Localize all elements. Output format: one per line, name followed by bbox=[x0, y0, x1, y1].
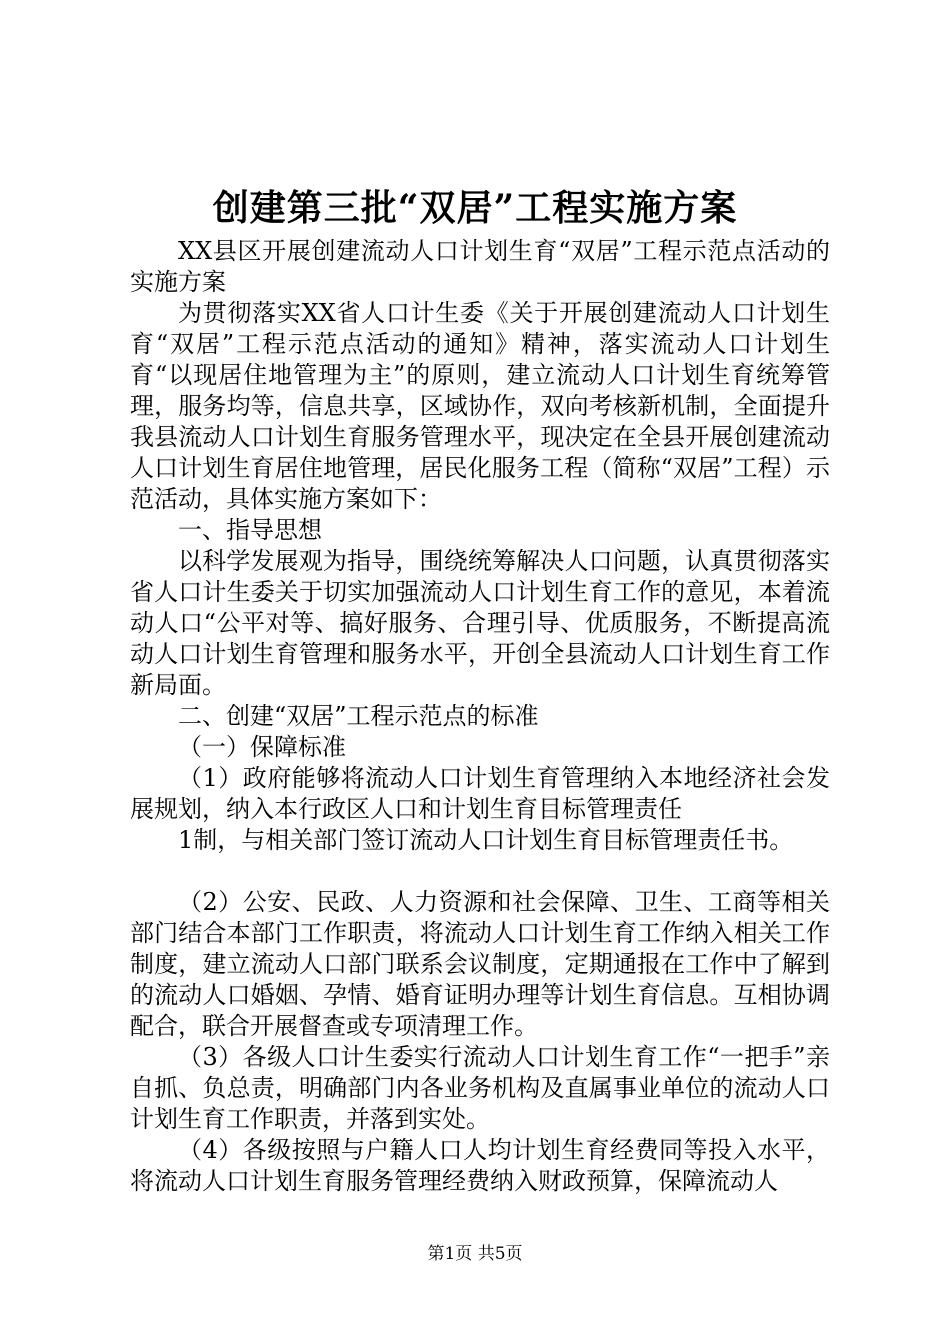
paragraph-subtitle: XX县区开展创建流动人口计划生育“双居”工程示范点活动的实施方案 bbox=[130, 237, 830, 296]
paragraph-item-1-continued: 1制，与相关部门签订流动人口计划生育目标管理责任书。 bbox=[178, 826, 794, 854]
paragraph-item-4: （4）各级按照与户籍人口人均计划生育经费同等投入水平，将流动人口计划生育服务管理经费纳入财政预算，保障流动人 bbox=[130, 1136, 830, 1195]
document-title: 创建第三批“双居”工程实施方案 bbox=[212, 187, 738, 229]
document-body bbox=[130, 236, 830, 1197]
heading-guarantee-standards: （一）保障标准 bbox=[178, 733, 346, 761]
page-indicator: 第1页 共5页 bbox=[427, 1244, 523, 1264]
heading-standards: 二、创建“双居”工程示范点的标准 bbox=[178, 702, 539, 730]
paragraph-guiding-ideology: 以科学发展观为指导，围绕统筹解决人口问题，认真贯彻落实省人口计生委关于切实加强流动人口计划生育工作的意见，本着流动人口“公平对等、搞好服务、合理引导、优质服务，不断提高流动人口计划生育管理和服务水平，开创全县流动人口计划生育工作新局面。 bbox=[130, 547, 830, 699]
paragraph-intro: 为贯彻落实XX省人口计生委《关于开展创建流动人口计划生育“双居”工程示范点活动的通知》精神，落实流动人口计划生育“以现居住地管理为主”的原则，建立流动人口计划生育统筹管理，服务均等，信息共享，区域协作，双向考核新机制，全面提升我县流动人口计划生育服务管理水平，现决定在全县开展创建流动人口计划生育居住地管理，居民化服务工程（简称“双居”工程）示范活动，具体实施方案如下： bbox=[130, 299, 830, 513]
paragraph-item-1: （1）政府能够将流动人口计划生育管理纳入本地经济社会发展规划，纳入本行政区人口和计划生育目标管理责任 bbox=[130, 764, 830, 823]
heading-guiding-ideology: 一、指导思想 bbox=[178, 516, 322, 544]
paragraph-item-3: （3）各级人口计生委实行流动人口计划生育工作“一把手”亲自抓、负总责，明确部门内各业务机构及直属事业单位的流动人口计划生育工作职责，并落到实处。 bbox=[130, 1043, 830, 1133]
paragraph-item-2: （2）公安、民政、人力资源和社会保障、卫生、工商等相关部门结合本部门工作职责，将流动人口计划生育工作纳入相关工作制度，建立流动人口部门联系会议制度，定期通报在工作中了解到的流动人口婚姻、孕情、婚育证明办理等计划生育信息。互相协调配合，联合开展督查或专项清理工作。 bbox=[130, 888, 830, 1040]
